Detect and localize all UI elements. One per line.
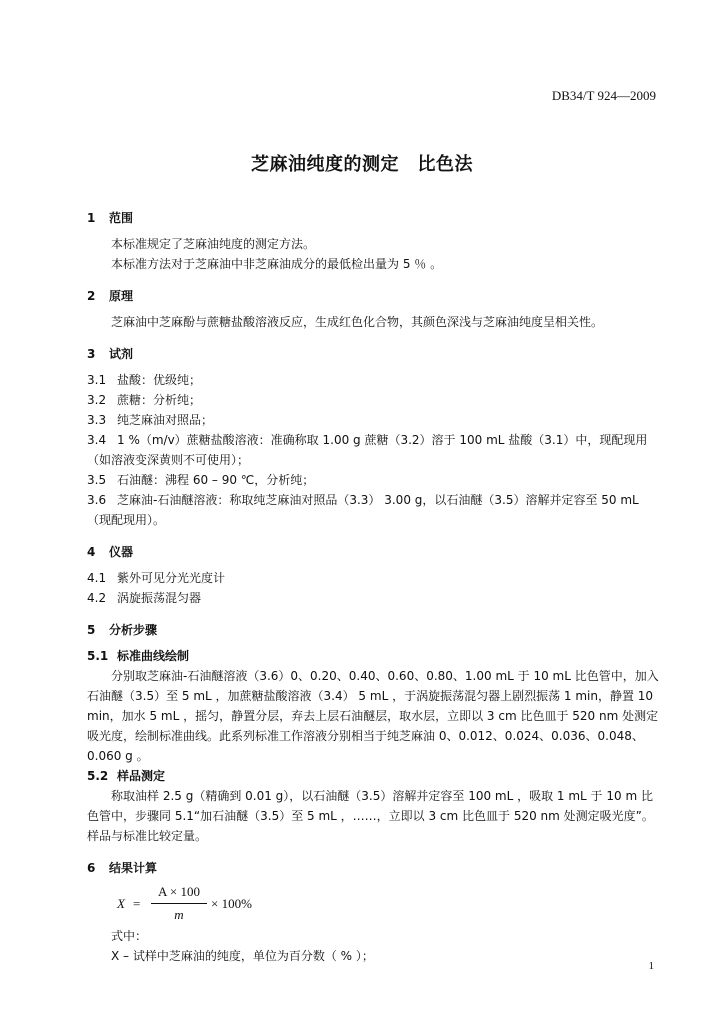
- formula: [117, 882, 659, 926]
- section-title: 分析步骤: [109, 623, 158, 637]
- section-title: 原理: [109, 289, 134, 303]
- paragraph: 称取油样 2.5 g（精确到 0.01 g），以石油醚（3.5）溶解并定容至 100 mL ，吸取 1 mL 于 10 m 比色管中，步骤同 5.1“加石油醚（3.5）至 5 mL ，……，立即以 3 cm 比色皿于 520 nm 处测定吸光度”。样品与标准比较定量。: [87, 789, 654, 843]
- section-number: 4: [87, 545, 96, 559]
- list-item: 4.1 紫外可见分光光度计: [87, 571, 226, 585]
- formula-denominator: m: [174, 907, 184, 922]
- section-title: 范围: [109, 211, 134, 225]
- section-heading-calculation: [87, 858, 659, 878]
- paragraph: 本标准规定了芝麻油纯度的测定方法。: [111, 237, 316, 251]
- section-number: 2: [87, 289, 96, 303]
- paragraph: 芝麻油中芝麻酚与蔗糖盐酸溶液反应，生成红色化合物，其颜色深浅与芝麻油纯度呈相关性。: [111, 315, 604, 329]
- formula-rhs: × 100%: [211, 896, 252, 911]
- list-item: 3.3 纯芝麻油对照品；: [87, 413, 214, 427]
- paragraph: 本标准方法对于芝麻油中非芝麻油成分的最低检出量为 5 ％ 。: [111, 257, 443, 271]
- subsection-heading: 5.2 样品测定: [87, 769, 166, 783]
- list-item: 3.5 石油醚：沸程 60 – 90 ℃，分析纯；: [87, 473, 315, 487]
- section-heading-reagents: [87, 344, 659, 364]
- list-item: 3.6 芝麻油-石油醚溶液：称取纯芝麻油对照品（3.3） 3.00 g，以石油醚（3.5）溶解并定容至 50 mL（现配现用）。: [87, 493, 639, 527]
- list-item: 4.2 涡旋振荡混匀器: [87, 591, 202, 605]
- subsection-heading: 5.1 标准曲线绘制: [87, 649, 190, 663]
- document-body: [87, 208, 659, 966]
- formula-fraction: [151, 882, 207, 925]
- standard-code: DB34/T 924—2009: [551, 88, 656, 103]
- section-title: 仪器: [109, 545, 134, 559]
- paragraph: 分别取芝麻油-石油醚溶液（3.6）0、0.20、0.40、0.60、0.80、1.00 mL 于 10 mL 比色管中，加入石油醚（3.5）至 5 mL ，加蔗糖盐酸溶液（3.4） 5 mL ，于涡旋振荡混匀器上剧烈振荡 1 min，静置 10 min，加水 5 mL ，摇匀，静置分层，弃去上层石油醚层，取水层，立即以 3 cm 比色皿于 520 nm 处测定吸光度，绘制标准曲线。此系列标准工作溶液分别相当于纯芝麻油 0、0.012、0.024、0.036、0.048、0.060 g 。: [87, 669, 659, 763]
- formula-lhs: X: [117, 896, 125, 911]
- section-heading-scope: [87, 208, 659, 228]
- variable-definition: X – 试样中芝麻油的纯度，单位为百分数（ % ）；: [111, 949, 374, 963]
- section-number: 6: [87, 861, 96, 875]
- formula-numerator: A × 100: [151, 882, 207, 904]
- where-label: 式中：: [111, 929, 148, 943]
- section-number: 1: [87, 211, 96, 225]
- section-heading-principle: [87, 286, 659, 306]
- page-title: 芝麻油纯度的测定 比色法: [251, 154, 473, 175]
- section-heading-apparatus: [87, 542, 659, 562]
- list-item: 3.1 盐酸：优级纯；: [87, 373, 202, 387]
- section-heading-procedure: [87, 620, 659, 640]
- formula-equals: =: [133, 896, 141, 911]
- section-number: 3: [87, 347, 96, 361]
- section-title: 试剂: [109, 347, 134, 361]
- page-number: 1: [648, 960, 654, 972]
- list-item: 3.4 1 %（m/v）蔗糖盐酸溶液：准确称取 1.00 g 蔗糖（3.2）溶于 100 mL 盐酸（3.1）中，现配现用（如溶液变深黄则不可使用）；: [87, 433, 648, 467]
- list-item: 3.2 蔗糖：分析纯；: [87, 393, 202, 407]
- section-title: 结果计算: [109, 861, 158, 875]
- section-number: 5: [87, 623, 96, 637]
